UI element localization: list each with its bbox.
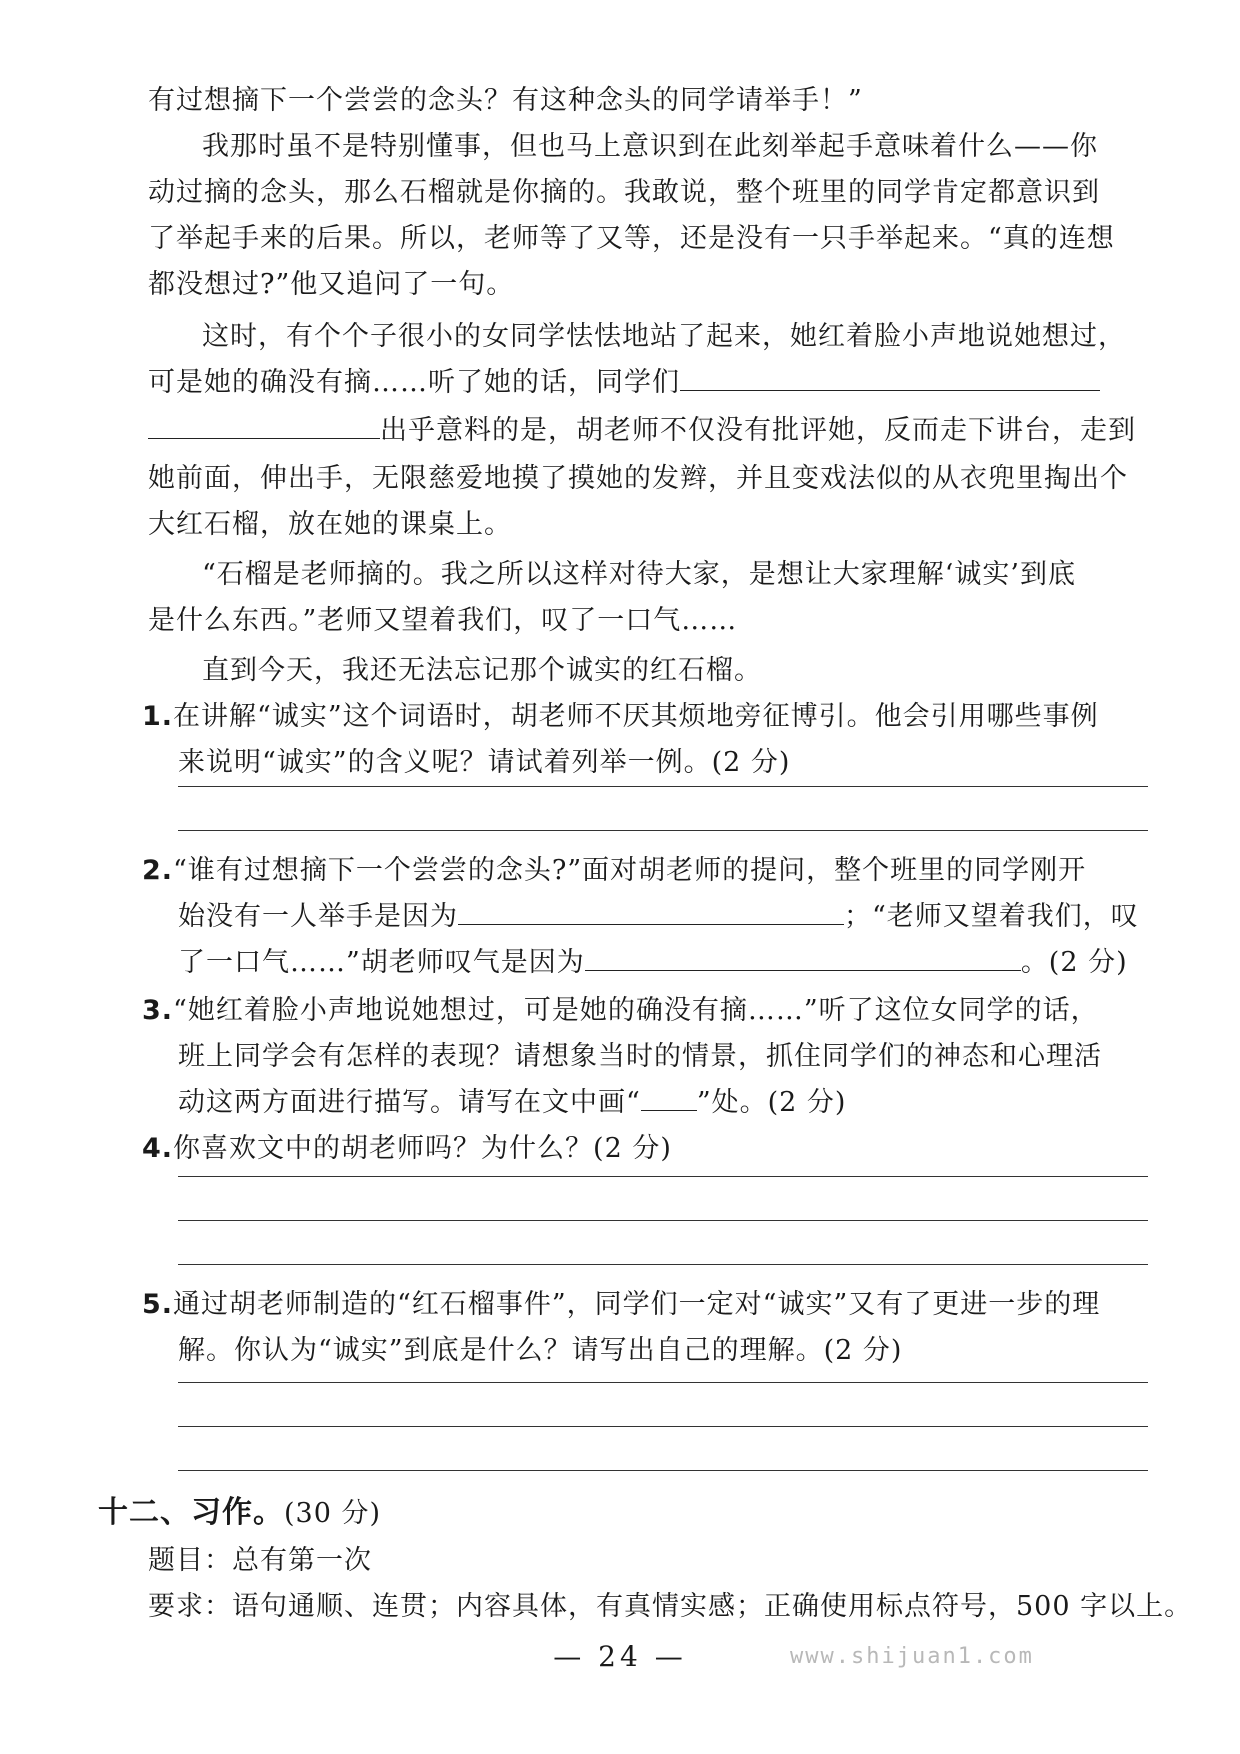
section-score: (30 分) [284, 1498, 382, 1529]
passage-line: 有过想摘下一个尝尝的念头？有这种念头的同学请举手！” [148, 85, 863, 116]
question-number: 2. [142, 855, 174, 886]
composition-heading [98, 1490, 1148, 1537]
question-number: 3. [142, 995, 174, 1026]
question-number: 5. [142, 1289, 174, 1320]
question-text [178, 894, 1148, 940]
passage-line: 她前面，伸出手，无限慈爱地摸了摸她的发辫，并且变戏法似的从衣兜里掏出个 [148, 463, 1128, 494]
question-text-part: 始没有一人举手是因为 [178, 901, 458, 932]
question-text: “谁有过想摘下一个尝尝的念头?”面对胡老师的提问，整个班里的同学刚开 [173, 855, 1087, 886]
passage-line: 大红石榴，放在她的课桌上。 [148, 509, 512, 540]
answer-line-q1[interactable] [178, 786, 1148, 787]
question-text [178, 940, 1148, 986]
question-text: 在讲解“诚实”这个词语时，胡老师不厌其烦地旁征博引。他会引用哪些事例 [173, 701, 1099, 732]
inline-blank-mark [641, 1080, 697, 1111]
passage-line: 都没想过?”他又追问了一句。 [148, 269, 515, 300]
composition-topic: 题目：总有第一次 [148, 1545, 372, 1576]
answer-line-q5[interactable] [178, 1382, 1148, 1383]
passage-line: 直到今天，我还无法忘记那个诚实的红石榴。 [202, 655, 762, 686]
answer-line-q4[interactable] [178, 1264, 1148, 1265]
passage-line [148, 408, 1148, 454]
answer-line-q4[interactable] [178, 1220, 1148, 1221]
passage-text: 可是她的确没有摘……听了她的话，同学们 [148, 367, 680, 398]
passage-line: 了举起手来的后果。所以，老师等了又等，还是没有一只手举起来。“真的连想 [148, 223, 1115, 254]
passage-line: 我那时虽不是特别懂事，但也马上意识到在此刻举起手意味着什么——你 [202, 131, 1098, 162]
question-text: 解。你认为“诚实”到底是什么？请写出自己的理解。(2 分) [178, 1335, 903, 1366]
passage-line: 这时，有个个子很小的女同学怯怯地站了起来，她红着脸小声地说她想过， [202, 321, 1126, 352]
composition-requirement: 要求：语句通顺、连贯；内容具体，有真情实感；正确使用标点符号，500 字以上。 [148, 1591, 1193, 1622]
watermark: www.shijuan1.com [790, 1644, 1034, 1669]
question-number: 4. [142, 1133, 174, 1164]
page-number: — 24 — [553, 1640, 687, 1673]
answer-blank-q2a[interactable] [458, 894, 844, 925]
question-text-part: ；“老师又望着我们，叹 [844, 901, 1139, 932]
question-text [178, 1080, 1148, 1126]
passage-line: “石榴是老师摘的。我之所以这样对待大家，是想让大家理解‘诚实’到底 [202, 559, 1076, 590]
section-title: 十二、习作。 [98, 1495, 284, 1530]
question-text-part: 。(2 分) [1020, 947, 1128, 978]
answer-blank-q2b[interactable] [585, 940, 1021, 971]
passage-text: 出乎意料的是，胡老师不仅没有批评她，反而走下讲台，走到 [380, 415, 1136, 446]
question-3 [142, 988, 1148, 1034]
passage-line: 是什么东西。”老师又望着我们，叹了一口气…… [148, 605, 738, 636]
question-text: “她红着脸小声地说她想过，可是她的确没有摘……”听了这位女同学的话， [173, 995, 1099, 1026]
question-text: 来说明“诚实”的含义呢？请试着列举一例。(2 分) [178, 747, 791, 778]
question-4 [142, 1126, 1148, 1172]
question-text: 通过胡老师制造的“红石榴事件”，同学们一定对“诚实”又有了更进一步的理 [173, 1289, 1101, 1320]
question-text: 班上同学会有怎样的表现？请想象当时的情景，抓住同学们的神态和心理活 [178, 1041, 1102, 1072]
passage-line [148, 360, 1148, 406]
question-number: 1. [142, 701, 174, 732]
passage-line: 动过摘的念头，那么石榴就是你摘的。我敢说，整个班里的同学肯定都意识到 [148, 177, 1100, 208]
question-text-part: 了一口气……”胡老师叹气是因为 [178, 947, 585, 978]
question-text: 你喜欢文中的胡老师吗？为什么？(2 分) [173, 1133, 672, 1164]
answer-blank-q3[interactable] [680, 360, 1100, 391]
answer-line-q5[interactable] [178, 1426, 1148, 1427]
answer-line-q1[interactable] [178, 830, 1148, 831]
answer-blank-q3-cont[interactable] [148, 408, 380, 439]
answer-line-q4[interactable] [178, 1176, 1148, 1177]
answer-line-q5[interactable] [178, 1470, 1148, 1471]
question-2 [142, 848, 1148, 894]
question-text-part: ”处。(2 分) [696, 1087, 847, 1118]
question-1 [142, 694, 1148, 740]
question-text-part: 动这两方面进行描写。请写在文中画“ [178, 1087, 641, 1118]
question-5 [142, 1282, 1148, 1328]
